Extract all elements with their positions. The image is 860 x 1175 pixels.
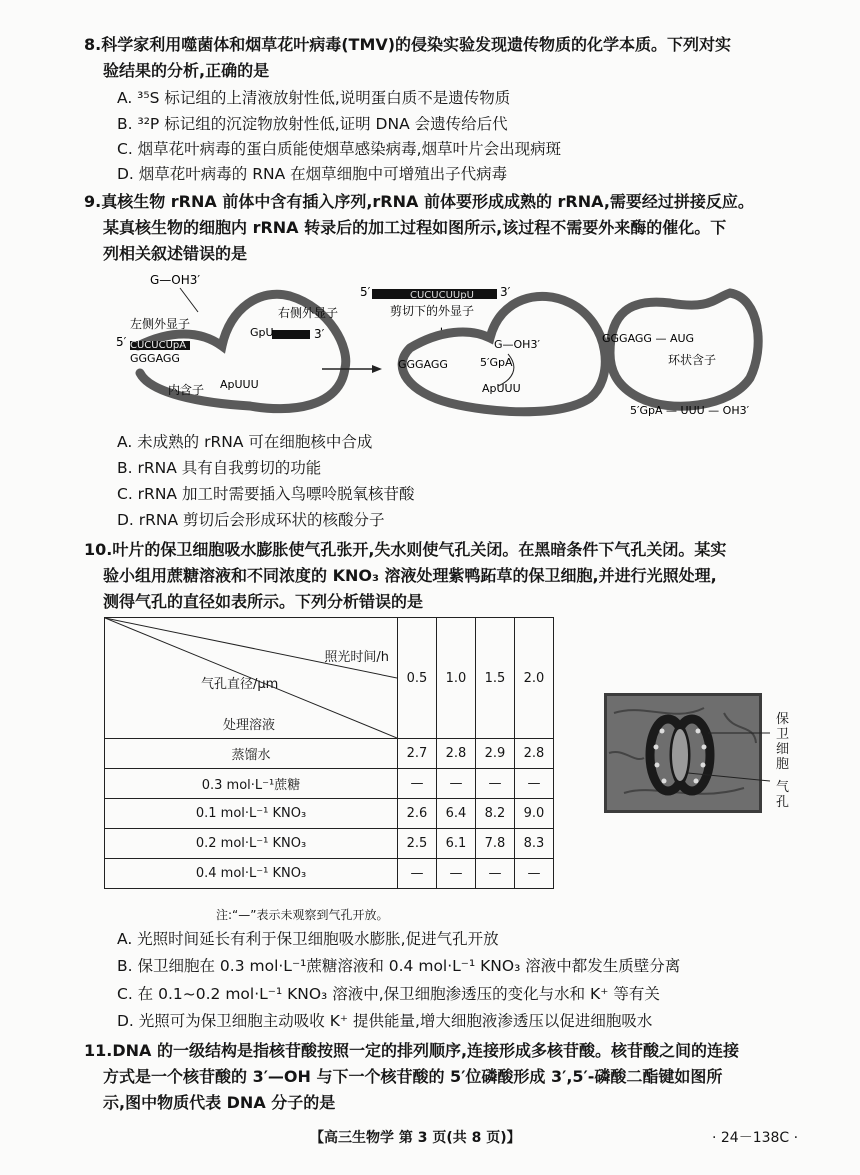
q10-option-a: A. 光照时间延长有利于保卫细胞吸水膨胀,促进气孔开放 <box>117 930 499 948</box>
table-cell: — <box>398 859 437 889</box>
table-cell: 2.6 <box>398 799 437 829</box>
row-label: 0.4 mol·L⁻¹ KNO₃ <box>105 859 398 889</box>
label-5prime-left: 5′ <box>116 335 127 349</box>
q10-stem-line1: 10.叶片的保卫细胞吸水膨胀使气孔张开,失水则使气孔关闭。在黑暗条件下气孔关闭。某实 <box>84 540 727 559</box>
table-cell: — <box>398 769 437 799</box>
q9-option-b: B. rRNA 具有自我剪切的功能 <box>117 459 322 477</box>
table-cell: 8.3 <box>515 829 554 859</box>
table-cell: — <box>437 769 476 799</box>
label-5prime-mid: 5′ <box>360 285 371 299</box>
table-cell: 9.0 <box>515 799 554 829</box>
table-cell: 2.7 <box>398 739 437 769</box>
label-ring-intron: 环状含子 <box>668 353 717 367</box>
q8-stem-line2: 验结果的分析,正确的是 <box>103 61 270 80</box>
time-col-3: 1.5 <box>476 618 515 739</box>
table-cell: — <box>515 859 554 889</box>
seq-apuuu-mid: ApUUU <box>482 382 521 395</box>
q10-stem-line2: 验小组用蔗糖溶液和不同浓度的 KNO₃ 溶液处理紫鸭跖草的保卫细胞,并进行光照处理, <box>103 566 717 585</box>
header-diameter: 气孔直径/μm <box>201 677 279 692</box>
seq-gggagg-mid: GGGAGG <box>398 358 448 371</box>
label-intron: 内含子 <box>168 383 205 397</box>
time-col-4: 2.0 <box>515 618 554 739</box>
q8-option-d: D. 烟草花叶病毒的 RNA 在烟草细胞中可增殖出子代病毒 <box>117 165 508 183</box>
q11-stem-line1: 11.DNA 的一级结构是指核苷酸按照一定的排列顺序,连接形成多核苷酸。核苷酸之间的连接 <box>84 1041 740 1060</box>
table-row <box>105 799 554 829</box>
seq-cucucupa: CUCUCUpA <box>130 340 187 351</box>
label-3prime-mid: 3′ <box>500 285 511 299</box>
seq-gpu: GpU <box>250 326 274 339</box>
stomata-table <box>104 617 554 889</box>
seq-cucucuupu: CUCUCUUpU <box>410 290 474 301</box>
header-time: 照光时间/h <box>324 650 389 665</box>
stomata-micrograph <box>604 693 794 813</box>
q8-stem-line1: 8.科学家利用噬菌体和烟草花叶病毒(TMV)的侵染实验发现遗传物质的化学本质。下列对实 <box>84 35 732 54</box>
q10-option-b: B. 保卫细胞在 0.3 mol·L⁻¹蔗糖溶液和 0.4 mol·L⁻¹ KNO₃ 溶液中都发生质壁分离 <box>117 957 681 975</box>
q9-option-d: D. rRNA 剪切后会形成环状的核酸分子 <box>117 511 385 529</box>
q11-stem-line3: 示,图中物质代表 DNA 分子的是 <box>103 1093 336 1112</box>
table-diagonal-header <box>105 618 398 739</box>
table-cell: — <box>476 769 515 799</box>
reaction-arrowhead <box>372 365 382 373</box>
table-cell: — <box>515 769 554 799</box>
q9-stem-line2: 某真核生物的细胞内 rRNA 转录后的加工过程如图所示,该过程不需要外来酶的催化。下 <box>103 218 727 237</box>
q8-option-c: C. 烟草花叶病毒的蛋白质能使烟草感染病毒,烟草叶片会出现病斑 <box>117 140 562 158</box>
stoma-pore <box>672 729 688 781</box>
q8-option-b: B. ³²P 标记组的沉淀物放射性低,证明 DNA 会遗传给后代 <box>117 115 508 133</box>
time-col-2: 1.0 <box>437 618 476 739</box>
label-left-exon: 左侧外显子 <box>130 317 191 331</box>
right-exon-bar <box>272 330 310 339</box>
table-note: 注:“—”表示未观察到气孔开放。 <box>216 908 389 922</box>
table-row <box>105 739 554 769</box>
table-cell: 6.4 <box>437 799 476 829</box>
table-row <box>105 829 554 859</box>
label-3prime-left: 3′ <box>314 327 325 341</box>
seq-apuuu-left: ApUUU <box>220 378 259 391</box>
seq-gggagg-left: GGGAGG <box>130 352 180 365</box>
table-cell: — <box>437 859 476 889</box>
header-solution: 处理溶液 <box>223 718 276 733</box>
table-cell: 2.5 <box>398 829 437 859</box>
rrna-splicing-figure <box>110 268 770 428</box>
q9-stem-line3: 列相关叙述错误的是 <box>103 244 248 263</box>
table-header-row <box>105 618 554 739</box>
table-cell: 2.8 <box>515 739 554 769</box>
q9-stem-line1: 9.真核生物 rRNA 前体中含有插入序列,rRNA 前体要形成成熟的 rRNA,需要经过拼接反应。 <box>84 192 754 211</box>
table-cell: 8.2 <box>476 799 515 829</box>
table-row <box>105 769 554 799</box>
label-right-exon: 右侧外显子 <box>278 306 339 320</box>
table-cell: 2.8 <box>437 739 476 769</box>
q9-option-c: C. rRNA 加工时需要插入鸟嘌呤脱氧核苷酸 <box>117 485 415 503</box>
table-cell: — <box>476 859 515 889</box>
seq-bottom: 5′GpA — UUU — OH3′ <box>630 404 750 417</box>
q8-option-a: A. ³⁵S 标记组的上清液放射性低,说明蛋白质不是遗传物质 <box>117 89 511 107</box>
q10-stem-line3: 测得气孔的直径如表所示。下列分析错误的是 <box>103 592 424 611</box>
table-cell: 6.1 <box>437 829 476 859</box>
ring-intron-strand <box>610 293 758 406</box>
page-footer-title: 【高三生物学 第 3 页(共 8 页)】 <box>310 1130 521 1146</box>
row-label: 蒸馏水 <box>105 739 398 769</box>
seq-5gpa-mid: 5′GpA <box>480 356 513 369</box>
q10-option-c: C. 在 0.1~0.2 mol·L⁻¹ KNO₃ 溶液中,保卫细胞渗透压的变化与水和 K⁺ 等有关 <box>117 985 660 1003</box>
q11-stem-line2: 方式是一个核苷酸的 3′—OH 与下一个核苷酸的 5′位磷酸形成 3′,5′-磷酸二酯键如图所 <box>103 1067 723 1086</box>
label-guard-cell: 保卫细胞 <box>776 712 790 772</box>
label-plus: + <box>436 325 447 340</box>
seq-g-oh3-mid: G—OH3′ <box>494 338 540 351</box>
label-cut-exon: 剪切下的外显子 <box>390 304 475 318</box>
page-footer-code: · 24－138C · <box>712 1130 799 1146</box>
seq-gggagg-aug: GGGAGG — AUG <box>602 332 695 345</box>
row-label: 0.2 mol·L⁻¹ KNO₃ <box>105 829 398 859</box>
g-oh3-pointer <box>180 288 198 312</box>
row-label: 0.3 mol·L⁻¹蔗糖 <box>105 769 398 799</box>
table-row <box>105 859 554 889</box>
label-g-oh3: G—OH3′ <box>150 273 201 287</box>
q9-option-a: A. 未成熟的 rRNA 可在细胞核中合成 <box>117 433 373 451</box>
label-stoma: 气孔 <box>776 780 790 810</box>
table-cell: 7.8 <box>476 829 515 859</box>
table-cell: 2.9 <box>476 739 515 769</box>
row-label: 0.1 mol·L⁻¹ KNO₃ <box>105 799 398 829</box>
q10-option-d: D. 光照可为保卫细胞主动吸收 K⁺ 提供能量,增大细胞液渗透压以促进细胞吸水 <box>117 1012 653 1030</box>
time-col-1: 0.5 <box>398 618 437 739</box>
